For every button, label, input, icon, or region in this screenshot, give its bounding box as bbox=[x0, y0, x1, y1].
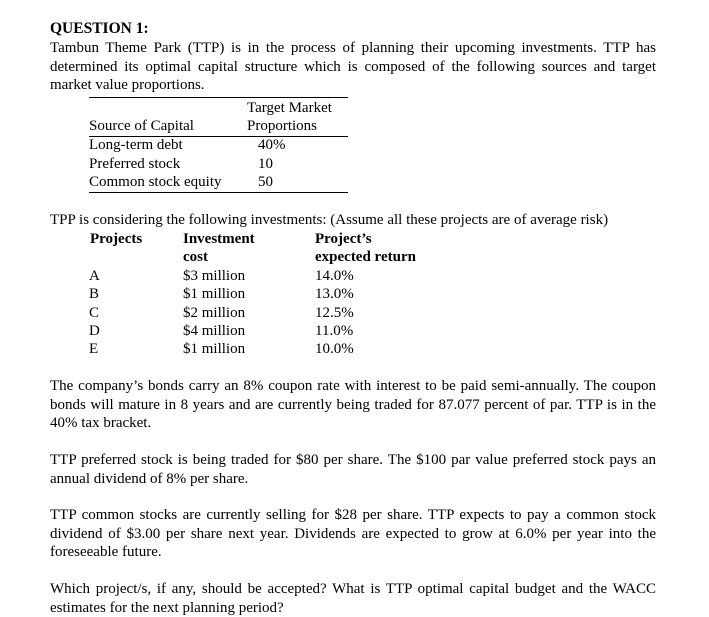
project-id: C bbox=[89, 305, 100, 321]
question-paragraph: Which project/s, if any, should be accepted? What is TTP optimal capital budget and the WACC estimates for the next planning period? bbox=[50, 581, 656, 616]
project-id: B bbox=[89, 286, 100, 302]
header-expected-return: expected return bbox=[315, 249, 416, 265]
capital-header-proportions: Proportions bbox=[247, 118, 318, 134]
project-return: 10.0% bbox=[315, 341, 354, 357]
bonds-paragraph: The company’s bonds carry an 8% coupon rate with interest to be paid semi-annually. The coupon bonds will mature in 8 years and are currently being traded for 87.077 percent of par. TTP is in the 40% tax bracket. bbox=[50, 378, 656, 431]
project-return: 11.0% bbox=[315, 323, 354, 339]
header-projects: Projects bbox=[90, 231, 143, 247]
preferred-paragraph: TTP preferred stock is being traded for $80 per share. The $100 par value preferred stock pays an annual dividend of 8% per share. bbox=[50, 452, 656, 487]
project-cost: $1 million bbox=[183, 341, 246, 357]
header-cost: cost bbox=[183, 249, 208, 265]
project-return: 12.5% bbox=[315, 305, 354, 321]
project-cost: $1 million bbox=[183, 286, 246, 302]
project-cost: $3 million bbox=[183, 268, 246, 284]
capital-footer-line bbox=[89, 192, 348, 193]
capital-header-line bbox=[89, 97, 348, 98]
capital-row-proportion: 50 bbox=[258, 174, 273, 190]
project-return: 14.0% bbox=[315, 268, 354, 284]
project-id: E bbox=[89, 341, 99, 357]
common-paragraph: TTP common stocks are currently selling for $28 per share. TTP expects to pay a common stock dividend of $3.00 per share next year. Dividends are expected to grow at 6.0% per year into the foreseeable future. bbox=[50, 507, 656, 560]
project-return: 13.0% bbox=[315, 286, 354, 302]
project-cost: $2 million bbox=[183, 305, 246, 321]
capital-header-target: Target Market bbox=[247, 100, 332, 116]
project-cost: $4 million bbox=[183, 323, 246, 339]
header-investment: Investment bbox=[183, 231, 255, 247]
project-id: A bbox=[89, 268, 100, 284]
capital-row-proportion: 40% bbox=[258, 137, 286, 153]
header-return: Project’s bbox=[315, 231, 372, 247]
question-intro: Tambun Theme Park (TTP) is in the process of planning their upcoming investments. TTP has determined its optimal capital structure which is composed of the following sources and target market value proportions. bbox=[50, 40, 656, 93]
question-heading: QUESTION 1: bbox=[50, 20, 149, 37]
capital-row-source: Long-term debt bbox=[89, 137, 183, 153]
capital-row-proportion: 10 bbox=[258, 156, 273, 172]
capital-row-source: Preferred stock bbox=[89, 156, 181, 172]
investments-intro: TPP is considering the following investments: (Assume all these projects are of average risk) bbox=[50, 212, 609, 228]
project-id: D bbox=[89, 323, 100, 339]
capital-row-source: Common stock equity bbox=[89, 174, 222, 190]
capital-header-source: Source of Capital bbox=[89, 118, 194, 134]
